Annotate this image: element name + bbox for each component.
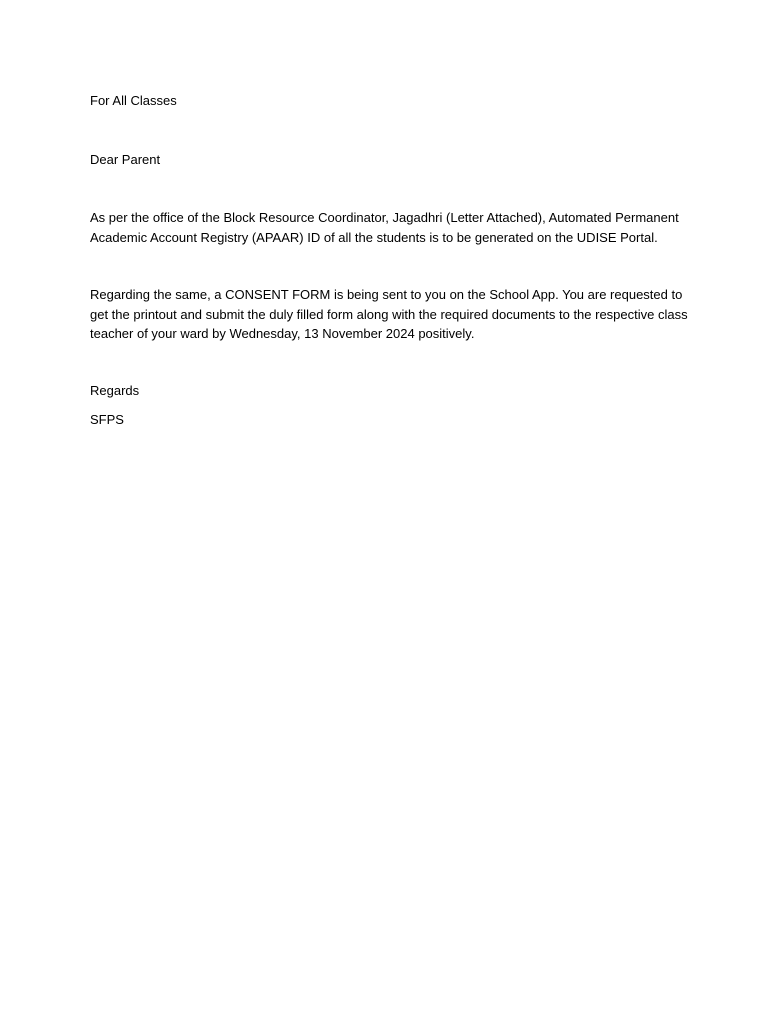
- signature: SFPS: [90, 412, 124, 427]
- closing: Regards: [90, 383, 140, 398]
- salutation: Dear Parent: [90, 152, 161, 167]
- audience-line: For All Classes: [90, 93, 177, 108]
- body-paragraph-consent-form: Regarding the same, a CONSENT FORM is being sent to you on the School App. You are requested to get the printout and submit the duly filled form along with the required documents to the respective class teacher of your ward by Wednesday, 13 November 2024 positively.: [90, 287, 688, 341]
- body-paragraph-apaar: As per the office of the Block Resource Coordinator, Jagadhri (Letter Attached), Automated Permanent Academic Account Registry (APAAR) ID of all the students is to be generated on the UDISE Portal.: [90, 210, 679, 245]
